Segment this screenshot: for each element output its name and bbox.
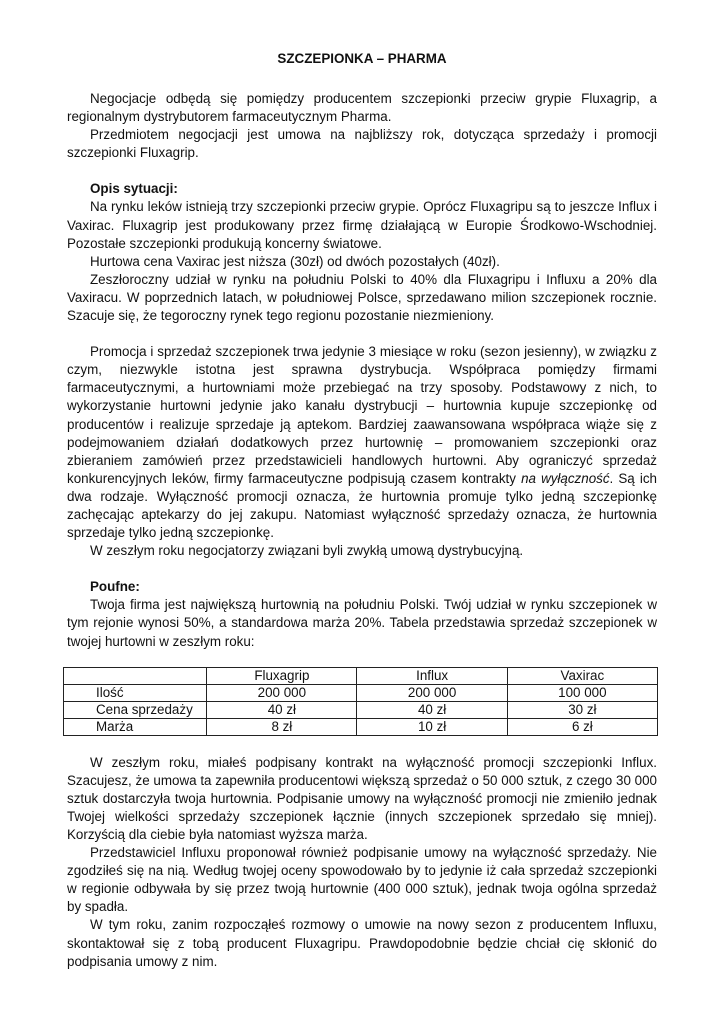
sales-table — [63, 667, 658, 736]
table-cell: 6 zł — [507, 718, 657, 735]
table-header-row — [64, 667, 658, 684]
situation-paragraph-3: Zeszłoroczny udział w rynku na południu Polski to 40% dla Fluxagripu i Influxu a 20% dla Vaxiracu. W poprzednich latach, w południowej Polsce, sprzedawano milion szczepionek rocznie. Szacuje się, że tegoroczny rynek tego regionu pozostanie niezmieniony. — [67, 271, 657, 324]
table-cell: 100 000 — [507, 684, 657, 701]
table-row-label: Ilość — [64, 684, 207, 701]
table-row — [64, 684, 658, 701]
situation-heading: Opis sytuacji: — [90, 181, 178, 197]
confidential-paragraph-2: Przedstawiciel Influxu proponował również podpisanie umowy na wyłączność sprzedaży. Nie zgodziłeś się na nią. Według twojej oceny spowodowało by to jedynie iż cała sprzedaż szczepionki w regionie odbywała by się przez twoją hurtownie (400 000 sztuk), jednak twoja ogólna sprzedaż by spadła. — [67, 845, 657, 915]
table-cell: 40 zł — [207, 701, 357, 718]
table-cell: 40 zł — [357, 701, 507, 718]
table-cell: 200 000 — [357, 684, 507, 701]
table-row — [64, 701, 658, 718]
confidential-intro: Twoja firma jest największą hurtownią na południu Polski. Twój udział w rynku szczepionek w tym rejonie wynosi 50%, a standardowa marża 20%. Tabela przedstawia sprzedaż szczepionek w twojej hurtowni w zeszłym roku: — [67, 597, 657, 649]
document-page — [67, 50, 657, 971]
promotion-text-start: Promocja i sprzedaż szczepionek trwa jedynie 3 miesiące w roku (sezon jesienny), w związku z czym, niezwykle istotna jest sprawna dystrybucja. Współpraca pomiędzy firmami farmaceutycznymi, a hurtowniami może przebiegać na trzy sposoby. Podstawowy z nich, to wykorzystanie hurtowni jedynie jako kanału dystrybucji – hurtownia kupuje szczepionkę od producentów i realizuje sprzedaje ją aptekom. Bardziej zaawansowana współpraca wiąże się z podejmowaniem działań dodatkowych przez hurtownię – promowaniem szczepionki oraz zbieraniem zamówień przez przedstawicieli handlowych hurtowni. Aby ograniczyć sprzedaż konkurencyjnych leków, firmy farmaceutyczne podpisują czasem kontrakty — [67, 344, 657, 486]
promotion-text-italic: na wyłączność — [521, 470, 610, 486]
table-header-cell: Vaxirac — [507, 667, 657, 684]
confidential-paragraph-3: W tym roku, zanim rozpocząłeś rozmowy o umowie na nowy sezon z producentem Influxu, skontaktował się z tobą producent Fluxagripu. Prawdopodobnie będzie chciał cię skłonić do podpisania umowy z nim. — [67, 917, 657, 969]
confidential-heading: Poufne: — [90, 579, 140, 595]
table-cell: 30 zł — [507, 701, 657, 718]
table-cell: 8 zł — [207, 718, 357, 735]
document-title: SZCZEPIONKA – PHARMA — [277, 51, 447, 66]
last-year-paragraph: W zeszłym roku negocjatorzy związani byli zwykłą umową dystrybucyjną. — [90, 543, 524, 559]
intro-paragraph-1: Negocjacje odbędą się pomiędzy producentem szczepionki przeciw grypie Fluxagrip, a regionalnym dystrybutorem farmaceutycznym Pharma. — [67, 91, 657, 125]
confidential-paragraph-1: W zeszłym roku, miałeś podpisany kontrakt na wyłączność promocji szczepionki Influx. Szacujesz, że umowa ta zapewniła producentowi większą sprzedaż o 50 000 sztuk, z czego 30 000 sztuk dostarczyła twoja hurtownia. Podpisanie umowy na wyłączność promocji nie zmieniło jednak Twojej wielkości sprzedaży szczepionek łącznie (innych szczepionek sprzedało się mniej). Korzyścią dla ciebie była natomiast wyższa marża. — [67, 754, 657, 842]
table-row — [64, 718, 658, 735]
table-row-label: Cena sprzedaży — [64, 701, 207, 718]
table-cell: 200 000 — [207, 684, 357, 701]
table-cell: 10 zł — [357, 718, 507, 735]
table-header-cell: Influx — [357, 667, 507, 684]
table-header-cell — [64, 667, 207, 684]
promotion-paragraph — [67, 343, 657, 542]
intro-paragraph-2: Przedmiotem negocjacji jest umowa na najbliższy rok, dotycząca sprzedaży i promocji szczepionki Fluxagrip. — [67, 127, 657, 161]
table-row-label: Marża — [64, 718, 207, 735]
situation-paragraph-1: Na rynku leków istnieją trzy szczepionki przeciw grypie. Oprócz Fluxagripu są to jeszcze Influx i Vaxirac. Fluxagrip jest produkowany przez firmę działającą w Europie Środkowo-Wschodniej. Pozostałe szczepionki produkują koncerny światowe. — [67, 199, 657, 251]
promotion-text-end: . Są ich dwa rodzaje. Wyłączność promocji oznacza, że hurtownia promuje tylko jedną szczepionkę zachęcając aptekarzy do jej zakupu. Natomiast wyłączność sprzedaży oznacza, że hurtownia sprzedaje tylko jedną szczepionkę. — [67, 470, 657, 541]
table-header-cell: Fluxagrip — [207, 667, 357, 684]
situation-paragraph-2: Hurtowa cena Vaxirac jest niższa (30zł) od dwóch pozostałych (40zł). — [90, 253, 500, 269]
